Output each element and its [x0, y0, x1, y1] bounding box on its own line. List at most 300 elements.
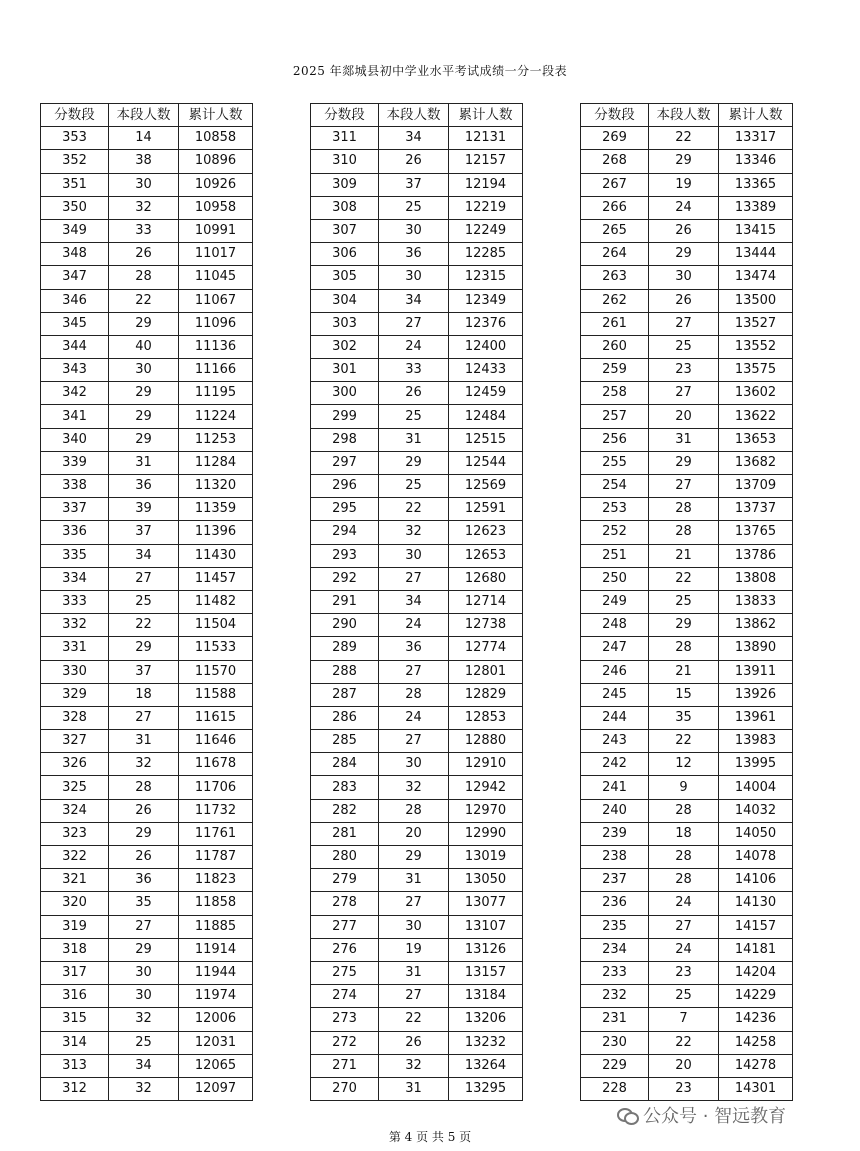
cumulative-cell: 11224	[179, 405, 253, 428]
cumulative-cell: 12910	[449, 753, 523, 776]
table-row	[311, 938, 523, 961]
table-row	[581, 1054, 793, 1077]
cumulative-cell: 13862	[719, 614, 793, 637]
score-cell: 327	[41, 730, 109, 753]
cumulative-cell: 11284	[179, 451, 253, 474]
table-row	[41, 428, 253, 451]
table-row	[581, 799, 793, 822]
cumulative-cell: 11533	[179, 637, 253, 660]
table-row	[41, 173, 253, 196]
count-cell: 22	[379, 498, 449, 521]
score-cell: 331	[41, 637, 109, 660]
score-cell: 348	[41, 243, 109, 266]
table-row	[311, 660, 523, 683]
score-cell: 260	[581, 335, 649, 358]
count-cell: 22	[109, 614, 179, 637]
count-cell: 28	[379, 683, 449, 706]
table-row	[311, 915, 523, 938]
score-cell: 353	[41, 127, 109, 150]
table-row	[41, 382, 253, 405]
table-row	[41, 544, 253, 567]
cumulative-cell: 13019	[449, 846, 523, 869]
cumulative-cell: 14157	[719, 915, 793, 938]
score-cell: 258	[581, 382, 649, 405]
cumulative-cell: 12131	[449, 127, 523, 150]
score-cell: 345	[41, 312, 109, 335]
score-cell: 269	[581, 127, 649, 150]
cumulative-cell: 13833	[719, 590, 793, 613]
score-cell: 250	[581, 567, 649, 590]
score-cell: 228	[581, 1077, 649, 1100]
score-cell: 259	[581, 359, 649, 382]
cumulative-cell: 13295	[449, 1077, 523, 1100]
score-cell: 242	[581, 753, 649, 776]
score-cell: 246	[581, 660, 649, 683]
score-cell: 270	[311, 1077, 379, 1100]
cumulative-cell: 10896	[179, 150, 253, 173]
cumulative-cell: 14032	[719, 799, 793, 822]
table-row	[581, 335, 793, 358]
count-cell: 22	[649, 127, 719, 150]
count-cell: 37	[109, 660, 179, 683]
count-cell: 28	[109, 266, 179, 289]
cumulative-cell: 12653	[449, 544, 523, 567]
cumulative-cell: 12157	[449, 150, 523, 173]
table-row	[581, 637, 793, 660]
score-cell: 249	[581, 590, 649, 613]
cumulative-cell: 14106	[719, 869, 793, 892]
count-cell: 30	[379, 266, 449, 289]
cumulative-cell: 12738	[449, 614, 523, 637]
cumulative-cell: 11482	[179, 590, 253, 613]
cumulative-cell: 13346	[719, 150, 793, 173]
table-row	[41, 243, 253, 266]
table-row	[581, 219, 793, 242]
cumulative-cell: 12459	[449, 382, 523, 405]
table-row	[581, 544, 793, 567]
score-cell: 288	[311, 660, 379, 683]
table-row	[41, 150, 253, 173]
table-row	[311, 150, 523, 173]
count-cell: 24	[649, 196, 719, 219]
table-row	[311, 266, 523, 289]
score-cell: 261	[581, 312, 649, 335]
count-cell: 39	[109, 498, 179, 521]
cumulative-cell: 13926	[719, 683, 793, 706]
cumulative-cell: 13365	[719, 173, 793, 196]
table-row	[311, 544, 523, 567]
table-row	[311, 846, 523, 869]
cumulative-cell: 13575	[719, 359, 793, 382]
cumulative-cell: 14050	[719, 822, 793, 845]
count-cell: 28	[109, 776, 179, 799]
count-cell: 25	[649, 985, 719, 1008]
table-row	[581, 590, 793, 613]
count-cell: 22	[379, 1008, 449, 1031]
cumulative-cell: 11732	[179, 799, 253, 822]
cumulative-cell: 13983	[719, 730, 793, 753]
cumulative-cell: 13527	[719, 312, 793, 335]
cumulative-cell: 11504	[179, 614, 253, 637]
cumulative-cell: 14258	[719, 1031, 793, 1054]
table-row	[581, 382, 793, 405]
score-cell: 307	[311, 219, 379, 242]
cumulative-cell: 13232	[449, 1031, 523, 1054]
score-cell: 344	[41, 335, 109, 358]
table-row	[311, 1054, 523, 1077]
count-cell: 27	[109, 567, 179, 590]
score-cell: 263	[581, 266, 649, 289]
table-row	[581, 869, 793, 892]
cumulative-cell: 11166	[179, 359, 253, 382]
count-cell: 25	[109, 1031, 179, 1054]
cumulative-cell: 11359	[179, 498, 253, 521]
table-row	[311, 359, 523, 382]
cumulative-cell: 11974	[179, 985, 253, 1008]
table-header-row	[581, 104, 793, 127]
score-cell: 284	[311, 753, 379, 776]
table-row	[311, 730, 523, 753]
count-cell: 28	[649, 799, 719, 822]
score-cell: 271	[311, 1054, 379, 1077]
count-cell: 29	[109, 938, 179, 961]
header-count: 本段人数	[379, 104, 449, 127]
cumulative-cell: 13995	[719, 753, 793, 776]
table-row	[41, 312, 253, 335]
table-row	[311, 312, 523, 335]
score-cell: 326	[41, 753, 109, 776]
score-cell: 323	[41, 822, 109, 845]
score-cell: 336	[41, 521, 109, 544]
table-row	[581, 405, 793, 428]
count-cell: 32	[379, 521, 449, 544]
score-cell: 264	[581, 243, 649, 266]
wechat-icon	[617, 1106, 637, 1124]
cumulative-cell: 13444	[719, 243, 793, 266]
count-cell: 26	[379, 1031, 449, 1054]
table-row	[311, 799, 523, 822]
table-row	[581, 730, 793, 753]
score-cell: 329	[41, 683, 109, 706]
table-row	[581, 196, 793, 219]
cumulative-cell: 11787	[179, 846, 253, 869]
count-cell: 27	[649, 312, 719, 335]
count-cell: 33	[109, 219, 179, 242]
count-cell: 27	[649, 915, 719, 938]
score-cell: 339	[41, 451, 109, 474]
cumulative-cell: 14236	[719, 1008, 793, 1031]
score-cell: 346	[41, 289, 109, 312]
cumulative-cell: 13682	[719, 451, 793, 474]
score-cell: 232	[581, 985, 649, 1008]
score-cell: 304	[311, 289, 379, 312]
table-row	[41, 1077, 253, 1100]
score-cell: 280	[311, 846, 379, 869]
count-cell: 29	[649, 243, 719, 266]
cumulative-cell: 12006	[179, 1008, 253, 1031]
count-cell: 36	[109, 869, 179, 892]
table-row	[581, 706, 793, 729]
count-cell: 38	[109, 150, 179, 173]
cumulative-cell: 12680	[449, 567, 523, 590]
score-cell: 279	[311, 869, 379, 892]
table-row	[41, 590, 253, 613]
table-row	[311, 822, 523, 845]
cumulative-cell: 12829	[449, 683, 523, 706]
cumulative-cell: 13961	[719, 706, 793, 729]
table-row	[41, 846, 253, 869]
count-cell: 7	[649, 1008, 719, 1031]
cumulative-cell: 11195	[179, 382, 253, 405]
cumulative-cell: 13415	[719, 219, 793, 242]
count-cell: 9	[649, 776, 719, 799]
table-row	[311, 985, 523, 1008]
cumulative-cell: 11320	[179, 475, 253, 498]
table-row	[581, 312, 793, 335]
count-cell: 36	[379, 243, 449, 266]
cumulative-cell: 14301	[719, 1077, 793, 1100]
cumulative-cell: 14181	[719, 938, 793, 961]
score-cell: 306	[311, 243, 379, 266]
score-cell: 350	[41, 196, 109, 219]
table-header-row	[41, 104, 253, 127]
table-row	[311, 196, 523, 219]
count-cell: 30	[109, 359, 179, 382]
cumulative-cell: 12097	[179, 1077, 253, 1100]
count-cell: 24	[379, 335, 449, 358]
count-cell: 23	[649, 359, 719, 382]
cumulative-cell: 12569	[449, 475, 523, 498]
count-cell: 29	[649, 614, 719, 637]
count-cell: 29	[109, 405, 179, 428]
count-cell: 28	[649, 846, 719, 869]
cumulative-cell: 12853	[449, 706, 523, 729]
score-cell: 330	[41, 660, 109, 683]
score-cell: 266	[581, 196, 649, 219]
count-cell: 37	[109, 521, 179, 544]
count-cell: 14	[109, 127, 179, 150]
count-cell: 27	[379, 892, 449, 915]
cumulative-cell: 11017	[179, 243, 253, 266]
count-cell: 27	[379, 730, 449, 753]
cumulative-cell: 13126	[449, 938, 523, 961]
score-cell: 231	[581, 1008, 649, 1031]
score-cell: 297	[311, 451, 379, 474]
header-score: 分数段	[581, 104, 649, 127]
cumulative-cell: 13157	[449, 961, 523, 984]
count-cell: 31	[649, 428, 719, 451]
watermark-text: 公众号 · 智远教育	[643, 1106, 787, 1127]
count-cell: 18	[649, 822, 719, 845]
table-row	[311, 405, 523, 428]
score-cell: 300	[311, 382, 379, 405]
count-cell: 34	[379, 289, 449, 312]
table-row	[41, 753, 253, 776]
score-cell: 243	[581, 730, 649, 753]
cumulative-cell: 11823	[179, 869, 253, 892]
table-row	[581, 938, 793, 961]
cumulative-cell: 10958	[179, 196, 253, 219]
score-cell: 290	[311, 614, 379, 637]
score-cell: 230	[581, 1031, 649, 1054]
cumulative-cell: 12774	[449, 637, 523, 660]
cumulative-cell: 12484	[449, 405, 523, 428]
table-row	[41, 730, 253, 753]
table-row	[41, 451, 253, 474]
cumulative-cell: 13552	[719, 335, 793, 358]
count-cell: 31	[379, 961, 449, 984]
score-cell: 254	[581, 475, 649, 498]
header-cumulative: 累计人数	[719, 104, 793, 127]
table-row	[581, 521, 793, 544]
score-cell: 245	[581, 683, 649, 706]
score-cell: 340	[41, 428, 109, 451]
table-row	[41, 521, 253, 544]
score-cell: 237	[581, 869, 649, 892]
score-cell: 296	[311, 475, 379, 498]
table-row	[581, 1031, 793, 1054]
count-cell: 32	[109, 753, 179, 776]
table-row	[581, 614, 793, 637]
count-cell: 23	[649, 961, 719, 984]
table-row	[41, 961, 253, 984]
table-row	[41, 869, 253, 892]
count-cell: 30	[379, 915, 449, 938]
cumulative-cell: 11646	[179, 730, 253, 753]
score-cell: 262	[581, 289, 649, 312]
score-table-2	[310, 103, 523, 1101]
count-cell: 18	[109, 683, 179, 706]
cumulative-cell: 12801	[449, 660, 523, 683]
cumulative-cell: 13653	[719, 428, 793, 451]
score-cell: 317	[41, 961, 109, 984]
cumulative-cell: 10858	[179, 127, 253, 150]
table-row	[311, 776, 523, 799]
score-cell: 295	[311, 498, 379, 521]
table-row	[581, 915, 793, 938]
score-cell: 301	[311, 359, 379, 382]
cumulative-cell: 10926	[179, 173, 253, 196]
page-footer: 第 4 页 共 5 页	[388, 1130, 472, 1144]
score-table-3	[580, 103, 793, 1101]
header-score: 分数段	[311, 104, 379, 127]
cumulative-cell: 13107	[449, 915, 523, 938]
score-cell: 314	[41, 1031, 109, 1054]
table-row	[581, 266, 793, 289]
score-cell: 334	[41, 567, 109, 590]
score-cell: 274	[311, 985, 379, 1008]
score-cell: 342	[41, 382, 109, 405]
page-title: 2025 年郯城县初中学业水平考试成绩一分一段表	[292, 64, 568, 78]
count-cell: 30	[649, 266, 719, 289]
score-cell: 251	[581, 544, 649, 567]
count-cell: 30	[109, 173, 179, 196]
score-cell: 241	[581, 776, 649, 799]
cumulative-cell: 13474	[719, 266, 793, 289]
cumulative-cell: 14130	[719, 892, 793, 915]
table-row	[311, 869, 523, 892]
score-cell: 257	[581, 405, 649, 428]
cumulative-cell: 13786	[719, 544, 793, 567]
count-cell: 25	[649, 335, 719, 358]
count-cell: 26	[649, 219, 719, 242]
cumulative-cell: 14204	[719, 961, 793, 984]
cumulative-cell: 12031	[179, 1031, 253, 1054]
cumulative-cell: 12591	[449, 498, 523, 521]
table-row	[311, 590, 523, 613]
cumulative-cell: 13808	[719, 567, 793, 590]
cumulative-cell: 12194	[449, 173, 523, 196]
count-cell: 25	[379, 196, 449, 219]
table-row	[311, 219, 523, 242]
header-cumulative: 累计人数	[449, 104, 523, 127]
score-cell: 285	[311, 730, 379, 753]
count-cell: 36	[109, 475, 179, 498]
cumulative-cell: 11944	[179, 961, 253, 984]
count-cell: 30	[109, 985, 179, 1008]
count-cell: 29	[109, 312, 179, 335]
cumulative-cell: 13050	[449, 869, 523, 892]
count-cell: 34	[109, 544, 179, 567]
score-cell: 316	[41, 985, 109, 1008]
table-row	[41, 335, 253, 358]
count-cell: 20	[379, 822, 449, 845]
score-cell: 338	[41, 475, 109, 498]
cumulative-cell: 13737	[719, 498, 793, 521]
count-cell: 12	[649, 753, 719, 776]
table-row	[311, 567, 523, 590]
table-row	[311, 173, 523, 196]
score-cell: 272	[311, 1031, 379, 1054]
count-cell: 19	[379, 938, 449, 961]
cumulative-cell: 11067	[179, 289, 253, 312]
cumulative-cell: 13500	[719, 289, 793, 312]
score-cell: 349	[41, 219, 109, 242]
score-cell: 313	[41, 1054, 109, 1077]
cumulative-cell: 12623	[449, 521, 523, 544]
count-cell: 31	[379, 428, 449, 451]
table-row	[41, 1054, 253, 1077]
count-cell: 24	[379, 706, 449, 729]
count-cell: 28	[649, 498, 719, 521]
table-row	[41, 637, 253, 660]
score-cell: 292	[311, 567, 379, 590]
score-cell: 267	[581, 173, 649, 196]
cumulative-cell: 13184	[449, 985, 523, 1008]
cumulative-cell: 11396	[179, 521, 253, 544]
table-row	[581, 753, 793, 776]
count-cell: 22	[109, 289, 179, 312]
score-cell: 320	[41, 892, 109, 915]
cumulative-cell: 11045	[179, 266, 253, 289]
score-cell: 322	[41, 846, 109, 869]
score-cell: 240	[581, 799, 649, 822]
table-row	[311, 335, 523, 358]
table-row	[311, 637, 523, 660]
count-cell: 20	[649, 1054, 719, 1077]
score-cell: 341	[41, 405, 109, 428]
table-row	[41, 567, 253, 590]
table-row	[41, 892, 253, 915]
table-row	[41, 289, 253, 312]
count-cell: 29	[109, 428, 179, 451]
count-cell: 26	[379, 382, 449, 405]
table-row	[311, 683, 523, 706]
count-cell: 25	[379, 405, 449, 428]
cumulative-cell: 13264	[449, 1054, 523, 1077]
score-cell: 244	[581, 706, 649, 729]
table-row	[581, 985, 793, 1008]
